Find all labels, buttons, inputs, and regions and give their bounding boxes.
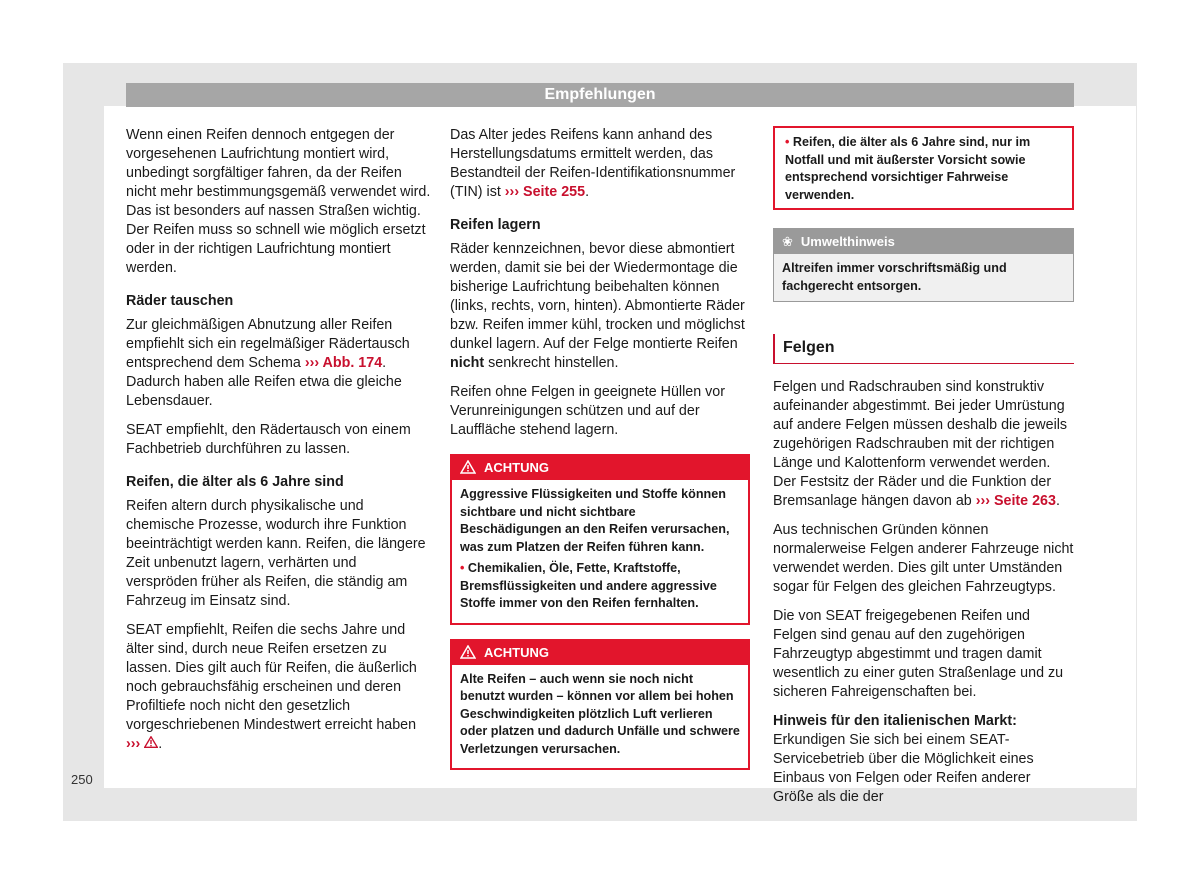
paragraph: Räder kennzeichnen, bevor diese abmontiert werden, damit sie bei der Wiedermontage die bisherige Laufrichtung beibehalten können (links, rechts, vorn, hinten). Abmontierte Räder bzw. Reifen immer kühl, trocken und möglichst dunkel lagern. Auf der Felge montierte Reifen nicht senkrecht hinstellen. [450,241,745,371]
paragraph: SEAT empfiehlt, Reifen die sechs Jahre und älter sind, durch neue Reifen ersetzen zu lassen. Dies gilt auch für Reifen, die äußerlich noch gebrauchsfähig erscheinen und deren Profiltiefe noch nicht den gesetzlich vorgeschriebenen Mindestwert erreicht haben ››› . [126,622,417,752]
warning-header: ACHTUNG [452,641,748,665]
page-number: 250 [71,772,93,787]
environment-header: ❀ Umwelthinweis [774,229,1073,254]
paragraph: Reifen altern durch physikalische und chemische Prozesse, wodurch ihre Funktion beeinträchtigt werden kann. Reifen, die längere Zeit unbenutzt lagern, verhärten und verspröden früher als Reifen, die ständig am Fahrzeug im Einsatz sind. [126,498,426,609]
warning-triangle-icon [460,456,476,480]
warning-triangle-icon[interactable] [144,736,158,752]
paragraph: Hinweis für den italienischen Markt: Erkundigen Sie sich bei einem SEAT-Servicebetrieb über die Möglichkeit eines Einbaus von Felgen oder Reifen anderer Größe als die der [773,713,1034,805]
subheading-reifen-alter: Reifen, die älter als 6 Jahre sind [126,474,344,490]
subheading-raeder-tauschen: Räder tauschen [126,293,234,309]
warning-box [450,454,750,625]
subheading-reifen-lagern: Reifen lagern [450,217,541,233]
warning-header: ACHTUNG [452,456,748,480]
paragraph: Felgen und Radschrauben sind konstruktiv aufeinander abgestimmt. Bei jeder Umrüstung auf andere Felgen müssen deshalb die jeweils zugehörigen Radschrauben mit der richtigen Länge und Kalottenform verwendet werden. Der Festsitz der Räder und die Funktion der Bremsanlage hängen davon ab ››› Seite 263. [773,379,1068,509]
paragraph: Zur gleichmäßigen Abnutzung aller Reifen empfiehlt sich ein regelmäßiger Rädertausch entsprechend dem Schema ››› Abb. 174. Dadurch haben alle Reifen etwa die gleiche Lebensdauer. [126,317,410,409]
chapter-header: Empfehlungen [126,83,1074,107]
section-title-felgen: Felgen [773,334,1074,364]
paragraph: Das Alter jedes Reifens kann anhand des Herstellungsdatums ermittelt werden, das Bestandteil der Reifen-Identifikationsnummer (TIN) ist ››› Seite 255. [450,127,736,200]
paragraph: Die von SEAT freigegebenen Reifen und Felgen sind genau auf den zugehörigen Fahrzeugtyp abgestimmt und tragen damit wesentlich zu einer guten Straßenlage und zu sicheren Fahreigenschaften bei. [773,608,1064,700]
warning-triangle-icon [460,641,476,665]
page-link[interactable]: ››› Seite 255 [504,184,586,200]
paragraph: Reifen ohne Felgen in geeignete Hüllen vor Verunreinigungen schützen und auf der Lauffläche stehend lagern. [450,384,726,438]
warning-link[interactable]: ››› [126,736,141,752]
environment-note [773,228,1074,302]
page-link[interactable]: ››› Seite 263 [975,493,1056,509]
paragraph: SEAT empfiehlt, den Rädertausch von einem Fachbetrieb durchführen zu lassen. [126,422,411,457]
environment-body: Altreifen immer vorschriftsmäßig und fachgerecht entsorgen. [774,254,1073,301]
warning-body: Aggressive Flüssigkeiten und Stoffe können sichtbare und nicht sichtbare Beschädigungen an den Reifen verursachen, was zum Platzen der Reifen führen kann. • Chemikalien, Öle, Fette, Kraftstoffe, Bremsflüssigkeiten und andere aggressive Stoffe immer von den Reifen fernhalten. [460,487,730,610]
warning-box [450,639,750,771]
warning-box-continued: • Reifen, die älter als 6 Jahre sind, nur im Notfall und mit äußerster Vorsicht sowie entsprechend vorsichtiger Fahrweise verwenden. [773,126,1074,210]
paragraph: Aus technischen Gründen können normalerweise Felgen anderer Fahrzeuge nicht verwendet werden. Dies gilt unter Umständen sogar für Felgen des gleichen Fahrzeugtyps. [773,522,1074,595]
bullet-icon: • [460,561,465,575]
flower-icon: ❀ [782,234,793,249]
warning-body: Alte Reifen – auch wenn sie noch nicht benutzt wurden – können vor allem bei hohen Geschwindigkeiten plötzlich Luft verlieren oder platzen und dadurch Unfälle und schwere Verletzungen verursachen. [460,671,740,756]
figure-link[interactable]: ››› Abb. 174 [304,355,383,371]
paragraph: Wenn einen Reifen dennoch entgegen der vorgesehenen Laufrichtung montiert wird, unbedingt sorgfältiger fahren, da der Reifen nicht mehr bestimmungsgemäß verwendet wird. Das ist besonders auf nassen Straßen wichtig. Der Reifen muss so schnell wie möglich ersetzt oder in der richtigen Laufrichtung montiert werden. [126,127,431,276]
column-3 [773,126,1074,817]
bullet-icon: • [785,135,790,149]
column-1 [126,126,431,764]
column-2 [450,126,750,784]
